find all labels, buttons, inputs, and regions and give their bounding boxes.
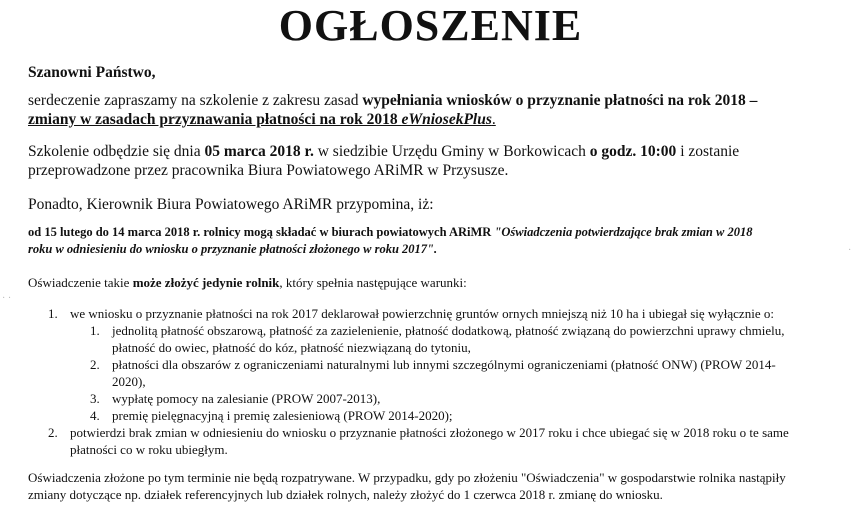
- scan-speck: · ·: [2, 293, 12, 304]
- invitation-end: .: [491, 111, 496, 128]
- list-item-1-text: we wniosku o przyznanie płatności na rok 2017 deklarował powierzchnię gruntów ornych mniejszą niż 10 ha i ubiegał się wyłącznie o:: [70, 306, 774, 321]
- footer-line-2: zmiany dotyczące np. działek referencyjnych lub działek rolnych, należy złożyć do 1 czerwca 2018 r. zmianę do wniosku.: [28, 487, 663, 502]
- training-time: o godz. 10:00: [589, 143, 677, 160]
- greeting: Szanowni Państwo,: [28, 64, 156, 81]
- training-line-2: przeprowadzone przez pracownika Biura Powiatowego ARiMR w Przysusze.: [28, 162, 509, 179]
- sublist-item-number: 4.: [90, 408, 100, 423]
- training-date: 05 marca 2018 r.: [204, 143, 314, 160]
- sublist-item-3-line-1: wypłatę pomocy na zalesianie (PROW 2007-2013),: [112, 391, 381, 406]
- sublist-item-number: 1.: [90, 323, 100, 338]
- condition-line: [28, 275, 467, 291]
- page-title: OGŁOSZENIE: [278, 1, 583, 50]
- invitation-topic: wypełniania wniosków o przyznanie płatności na rok 2018 –: [362, 92, 758, 109]
- training-line-1: [28, 143, 739, 161]
- period-dates: od 15 lutego do 14 marca 2018 r. rolnicy mogą składać w biurach powiatowych ARiMR: [28, 225, 495, 239]
- training-text-2: w siedzibie Urzędu Gminy w Borkowicach: [313, 143, 590, 160]
- statement-title-continued: roku w odniesieniu do wniosku o przyznanie płatności złożonego w roku 2017": [28, 242, 434, 256]
- period-line-2: [28, 242, 437, 257]
- sublist-item-2-line-1: płatności dla obszarów z ograniczeniami naturalnymi lub innymi szczególnymi ograniczeniami (płatność ONW) (PROW 2014-: [112, 357, 776, 372]
- period-end: .: [434, 242, 438, 256]
- list-item-2-line-2: płatności co w roku ubiegłym.: [70, 442, 228, 457]
- condition-farmer-only: może złożyć jedynie rolnik: [132, 275, 280, 290]
- scan-speck: ·: [848, 245, 852, 256]
- sublist-item-number: 3.: [90, 391, 100, 406]
- sublist-item-2-line-2: 2020),: [112, 374, 146, 389]
- sublist-item-number: 2.: [90, 357, 100, 372]
- footer-line-1: Oświadczenia złożone po tym terminie nie będą rozpatrywane. W przypadku, gdy po złożeniu "Oświadczenia" w gospodarstwie rolnika nastąpiły: [28, 470, 786, 485]
- invitation-ewniosekplus: eWniosekPlus: [401, 111, 492, 128]
- invitation-line-1: [28, 92, 757, 110]
- training-text-1: Szkolenie odbędzie się dnia: [28, 143, 205, 160]
- invitation-topic-continued: zmiany w zasadach przyznawania płatności na rok 2018: [28, 111, 402, 128]
- statement-title: "Oświadczenia potwierdzające brak zmian w 2018: [494, 225, 753, 239]
- condition-text-2: , który spełnia następujące warunki:: [279, 275, 467, 290]
- sublist-item-1-line-1: jednolitą płatność obszarową, płatność za zazielenienie, płatność dodatkową, płatność związaną do powierzchni uprawy chmielu,: [112, 323, 785, 338]
- list-item-number: 1.: [48, 306, 58, 321]
- invitation-text: serdeczenie zapraszamy na szkolenie z zakresu zasad: [28, 92, 363, 109]
- list-item-number: 2.: [48, 425, 58, 440]
- sublist-item-4-line-1: premię pielęgnacyjną i premię zalesieniową (PROW 2014-2020);: [112, 408, 453, 423]
- sublist-item-1-line-2: płatność do owiec, płatność do kóz, płatność niezwiązaną do tytoniu,: [112, 340, 471, 355]
- invitation-line-2: [28, 111, 496, 129]
- condition-text-1: Oświadczenie takie: [28, 275, 133, 290]
- list-item-2-line-1: potwierdzi brak zmian w odniesieniu do wniosku o przyznanie płatności złożonego w 2017 roku i chce ubiegać się w 2018 roku o te same: [70, 425, 789, 440]
- training-text-3: i zostanie: [676, 143, 740, 160]
- reminder-text: Ponadto, Kierownik Biura Powiatowego ARiMR przypomina, iż:: [28, 196, 434, 213]
- period-line-1: [28, 225, 752, 240]
